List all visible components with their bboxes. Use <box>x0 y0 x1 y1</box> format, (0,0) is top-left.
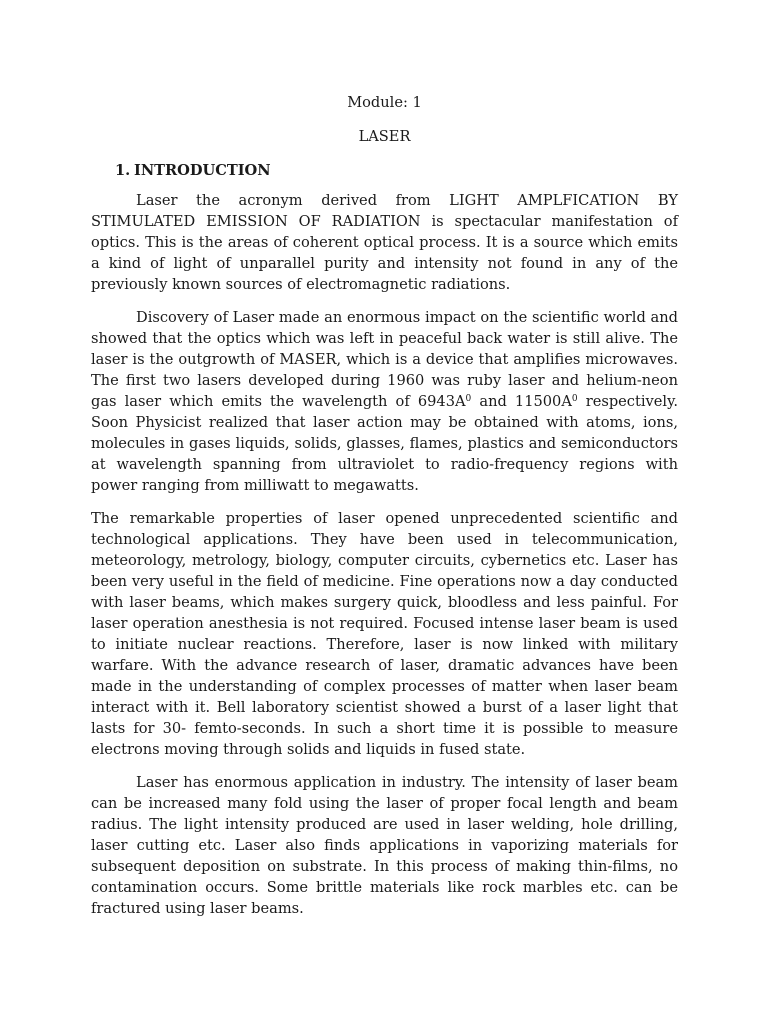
paragraph-1: Laser the acronym derived from LIGHT AMPLFICATION BY STIMULATED EMISSION OF RADIATION is spectacular manifestation of optics. This is the areas of coherent optical process. It is a source which emits a kind of light of unparallel purity and intensity not found in any of the previously known sources of electromagnetic radiations. <box>91 192 678 293</box>
document-title: LASER <box>358 128 411 145</box>
paragraph-2-text-a: Discovery of Laser made an enormous impact on the scientific world and showed that the optics which was left in peaceful back water is still alive. The laser is the outgrowth of MASER, which is a device that amplifies microwaves. The first two lasers developed during 1960 was ruby laser and helium-neon gas laser which emits the wavelength of 6943A <box>91 309 678 410</box>
paragraph-2-text-b: and 11500A <box>471 393 572 410</box>
paragraph-2 <box>91 307 678 496</box>
superscript-1: 0 <box>465 394 472 404</box>
paragraph-4: Laser has enormous application in industry. The intensity of laser beam can be increased many fold using the laser of proper focal length and beam radius. The light intensity produced are used in laser welding, hole drilling, laser cutting etc. Laser also finds applications in vaporizing materials for subsequent deposition on substrate. In this process of making thin-films, no contamination occurs. Some brittle materials like rock marbles etc. can be fractured using laser beams. <box>91 774 678 917</box>
paragraph-3: The remarkable properties of laser opened unprecedented scientific and technological applications. They have been used in telecommunication, meteorology, metrology, biology, computer circuits, cybernetics etc. Laser has been very useful in the field of medicine. Fine operations now a day conducted with laser beams, which makes surgery quick, bloodless and less painful. For laser operation anesthesia is not required. Focused intense laser beam is used to initiate nuclear reactions. Therefore, laser is now linked with military warfare. With the advance research of laser, dramatic advances have been made in the understanding of complex processes of matter when laser beam interact with it. Bell laboratory scientist showed a burst of a laser light that lasts for 30- femto-seconds. In such a short time it is possible to measure electrons moving through solids and liquids in fused state. <box>91 510 678 758</box>
document-page <box>91 92 678 931</box>
paragraph-2-text-c: respectively. Soon Physicist realized that laser action may be obtained with atoms, ions, molecules in gases liquids, solids, glasses, flames, plastics and semiconductors at wavelength spanning from ultraviolet to radio-frequency regions with power ranging from milliwatt to megawatts. <box>91 393 679 494</box>
section-number: 1. <box>115 162 131 179</box>
module-label: Module: 1 <box>347 94 422 111</box>
section-heading <box>91 160 678 181</box>
superscript-2: 0 <box>571 394 578 404</box>
section-title: INTRODUCTION <box>134 162 271 179</box>
